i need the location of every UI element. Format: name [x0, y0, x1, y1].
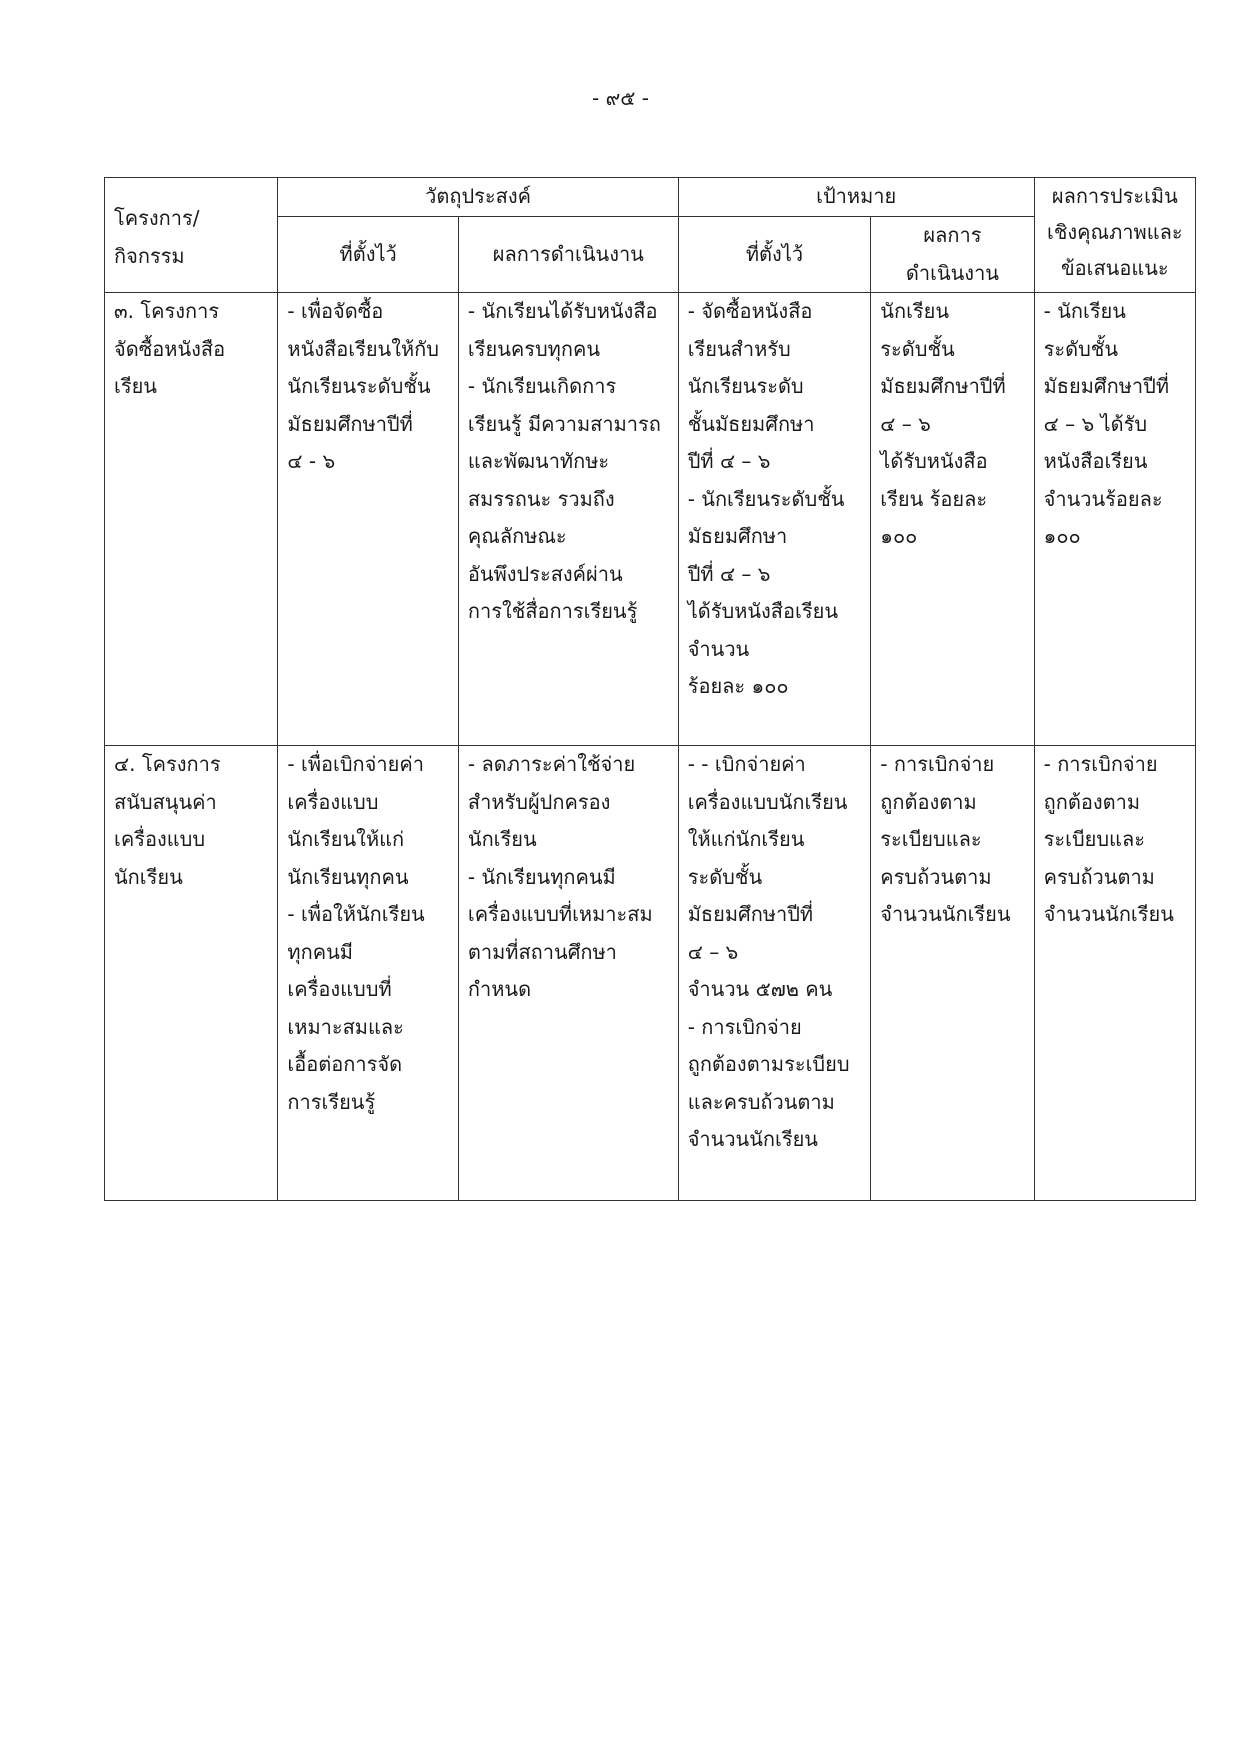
cell-line: นักเรียน: [114, 864, 183, 889]
cell-line: จำนวนร้อยละ: [1043, 486, 1163, 511]
cell-line: ถูกต้องตาม: [1043, 789, 1141, 814]
header-target-set: ที่ตั้งไว้: [678, 217, 871, 293]
header-target: เป้าหมาย: [678, 178, 1034, 217]
cell-line: - นักเรียนทุกคนมี: [467, 864, 616, 889]
cell-line: ร้อยละ ๑๐๐: [687, 674, 789, 698]
cell-line: ครบถ้วนตาม: [880, 864, 992, 889]
cell-line: นักเรียน: [467, 827, 537, 851]
cell-line: มัธยมศึกษาปีที่: [687, 902, 814, 926]
cell-project: [105, 746, 278, 1201]
header-project-line: โครงการ/: [114, 206, 200, 230]
cell-line: ให้แก่นักเรียน: [687, 827, 805, 851]
header-target-result-line: ดำเนินงาน: [905, 260, 999, 285]
cell-line: ปีที่ ๔ – ๖: [687, 449, 771, 473]
cell-line: จัดซื้อหนังสือ: [114, 336, 226, 361]
cell-objective-result: [458, 293, 678, 746]
header-objective-set: ที่ตั้งไว้: [278, 217, 458, 293]
cell-target-result: [871, 293, 1034, 746]
cell-line: สมรรถนะ รวมถึง: [467, 486, 615, 511]
cell-line: ปีที่ ๔ – ๖: [687, 561, 771, 586]
cell-line: มัธยมศึกษาปีที่: [880, 374, 1006, 398]
cell-line: จำนวนนักเรียน: [880, 902, 1011, 926]
cell-line: - นักเรียนระดับชั้น: [687, 486, 845, 511]
cell-line: เรียนสำหรับ: [687, 336, 791, 361]
cell-line: ๔ – ๖ ได้รับ: [1043, 411, 1148, 436]
cell-line: เครื่องแบบ: [114, 827, 206, 851]
cell-line: การเรียนรู้: [287, 1089, 376, 1114]
header-row-top: [105, 178, 1196, 217]
cell-line: นักเรียนทุกคน: [287, 864, 409, 889]
cell-line: นักเรียนระดับ: [687, 374, 804, 398]
cell-line: จำนวนนักเรียน: [687, 1127, 818, 1151]
cell-line: - ลดภาระค่าใช้จ่าย: [467, 752, 636, 776]
header-project: [105, 178, 278, 293]
cell-line: ตามที่สถานศึกษา: [467, 939, 617, 964]
cell-line: มัธยมศึกษา: [687, 524, 788, 548]
cell-line: เรียน: [114, 374, 157, 398]
header-objective: วัตถุประสงค์: [278, 178, 678, 217]
project-evaluation-table: [104, 177, 1196, 1201]
cell-line: - นักเรียนได้รับหนังสือ: [467, 299, 658, 323]
cell-line: มัธยมศึกษาปีที่: [1043, 374, 1170, 398]
header-evaluation: [1034, 178, 1195, 293]
cell-line: นักเรียนระดับชั้น: [287, 374, 431, 398]
cell-line: หนังสือเรียนให้กับ: [287, 336, 439, 361]
cell-target-set: [678, 293, 871, 746]
cell-line: ครบถ้วนตาม: [1043, 864, 1155, 889]
cell-line: จำนวนนักเรียน: [1043, 902, 1174, 926]
cell-line: ชั้นมัธยมศึกษา: [687, 411, 815, 436]
cell-line: ๔ – ๖: [687, 939, 739, 964]
header-evaluation-line: ผลการประเมิน: [1051, 184, 1178, 208]
header-target-result-line: ผลการ: [923, 223, 982, 247]
cell-line: ๑๐๐: [1043, 524, 1081, 548]
cell-line: ระเบียบและ: [880, 827, 982, 851]
header-evaluation-line: ข้อเสนอแนะ: [1060, 256, 1169, 280]
cell-line: ๔. โครงการ: [114, 752, 221, 776]
cell-line: ๓. โครงการ: [114, 299, 220, 323]
cell-line: สำหรับผู้ปกครอง: [467, 789, 611, 814]
cell-line: เหมาะสมและ: [287, 1014, 404, 1039]
cell-line: สนับสนุนค่า: [114, 789, 217, 814]
cell-line: ถูกต้องตามระเบียบ: [687, 1052, 850, 1076]
cell-line: - นักเรียนเกิดการ: [467, 374, 617, 398]
header-project-line: กิจกรรม: [114, 243, 185, 268]
cell-line: - เพื่อให้นักเรียน: [287, 902, 425, 926]
cell-line: การใช้สื่อการเรียนรู้: [467, 599, 638, 623]
cell-line: กำหนด: [467, 977, 532, 1001]
cell-line: ระดับชั้น: [880, 336, 955, 361]
cell-line: ระเบียบและ: [1043, 827, 1145, 851]
cell-target-set: [678, 746, 871, 1201]
cell-line: นักเรียน: [880, 299, 950, 323]
cell-line: ๑๐๐: [880, 524, 918, 548]
cell-line: อันพึงประสงค์ผ่าน: [467, 561, 623, 586]
cell-line: ระดับชั้น: [1043, 336, 1119, 361]
cell-line: นักเรียนให้แก่: [287, 827, 405, 851]
table-row: [105, 746, 1196, 1201]
cell-line: ทุกคนมี: [287, 939, 353, 964]
cell-line: เครื่องแบบที่เหมาะสม: [467, 902, 653, 926]
cell-line: - นักเรียน: [1043, 299, 1126, 323]
cell-line: คุณลักษณะ: [467, 524, 567, 548]
cell-evaluation: [1034, 746, 1195, 1201]
cell-line: ได้รับหนังสือ: [880, 449, 988, 473]
header-evaluation-line: เชิงคุณภาพและ: [1047, 220, 1183, 244]
cell-line: และครบถ้วนตาม: [687, 1089, 835, 1114]
cell-line: ได้รับหนังสือเรียน: [687, 599, 838, 623]
header-objective-result: ผลการดำเนินงาน: [458, 217, 678, 293]
cell-line: - เพื่อเบิกจ่ายค่า: [287, 752, 424, 776]
cell-line: จำนวน: [687, 636, 750, 661]
cell-line: ๔ – ๖: [880, 411, 931, 436]
cell-line: มัธยมศึกษาปีที่: [287, 411, 413, 436]
cell-line: - - เบิกจ่ายค่า: [687, 752, 806, 776]
cell-line: ถูกต้องตาม: [880, 789, 977, 814]
table-row: [105, 293, 1196, 746]
cell-line: เรียน ร้อยละ: [880, 486, 988, 511]
cell-line: หนังสือเรียน: [1043, 449, 1148, 473]
page-number: - ๙๕ -: [592, 86, 649, 110]
cell-line: เครื่องแบบ: [287, 789, 379, 814]
cell-line: - เพื่อจัดซื้อ: [287, 299, 384, 323]
cell-line: เครื่องแบบนักเรียน: [687, 789, 848, 814]
cell-line: - การเบิกจ่าย: [880, 752, 995, 776]
cell-objective-set: [278, 746, 458, 1201]
cell-line: ระดับชั้น: [687, 864, 763, 889]
cell-objective-set: [278, 293, 458, 746]
cell-line: - จัดซื้อหนังสือ: [687, 299, 813, 323]
cell-line: จำนวน ๕๗๒ คน: [687, 977, 833, 1001]
cell-project: [105, 293, 278, 746]
cell-line: - การเบิกจ่าย: [1043, 752, 1158, 776]
cell-line: และพัฒนาทักษะ: [467, 449, 610, 473]
cell-target-result: [871, 746, 1034, 1201]
cell-line: - การเบิกจ่าย: [687, 1014, 802, 1039]
cell-line: เรียนรู้ มีความสามารถ: [467, 411, 661, 436]
cell-objective-result: [458, 746, 678, 1201]
cell-evaluation: [1034, 293, 1195, 746]
cell-line: ๔ - ๖: [287, 449, 336, 473]
cell-line: เอื้อต่อการจัด: [287, 1052, 403, 1076]
header-target-result: [871, 217, 1034, 293]
cell-line: เครื่องแบบที่: [287, 977, 392, 1001]
cell-line: เรียนครบทุกคน: [467, 336, 601, 361]
